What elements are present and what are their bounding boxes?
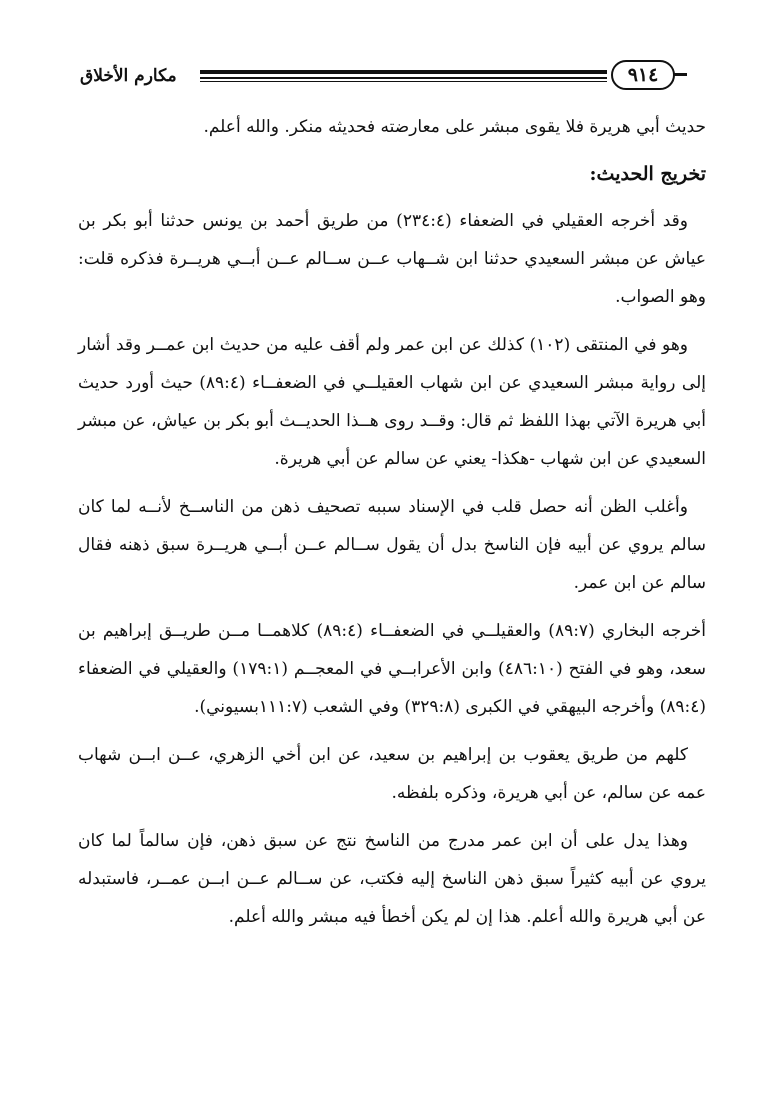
paragraph-3: وأغلب الظن أنه حصل قلب في الإسناد سببه تصحيف ذهن من الناســخ لأنــه لما كان سالم يروي عن أبيه فإن الناسخ بدل أن يقول ســالم عــن أبــي هريــرة سبق ذهنه فقال سالم عن ابن عمر.	[78, 497, 706, 593]
running-title: مكارم الأخلاق	[80, 66, 177, 86]
section-heading: تخريج الحديث:	[589, 163, 706, 185]
header-tick	[673, 73, 687, 76]
header-rule	[200, 70, 607, 84]
page-header	[80, 56, 705, 98]
paragraph-6: وهذا يدل على أن ابن عمر مدرج من الناسخ نتج عن سبق ذهن، فإن سالماً لما كان يروي عن أبيه كثيراً سبق ذهن الناسخ إليه فكتب، عن ســالم عــن ابــن عمــر، فاستبدله عن أبي هريرة والله أعلم. هذا إن لم يكن أخطأ فيه مبشر والله أعلم.	[78, 831, 706, 927]
paragraph-2: وهو في المنتقى (١٠٢) كذلك عن ابن عمر ولم أقف عليه من حديث ابن عمــر وقد أشار إلى رواية مبشر السعيدي عن ابن شهاب العقيلــي في الضعفــاء (٨٩:٤) حيث أورد حديث أبي هريرة الآتي بهذا اللفظ ثم قال: وقــد روى هــذا الحديــث أبو بكر بن عياش، عن مبشر السعيدي عن ابن شهاب -هكذا- يعني عن سالم عن أبي هريرة.	[78, 335, 706, 469]
paragraph-4: أخرجه البخاري (٨٩:٧) والعقيلــي في الضعفــاء (٨٩:٤) كلاهمــا مــن طريــق إبراهيم بن سعد، وهو في الفتح (٤٨٦:١٠) وابن الأعرابــي في المعجــم (١٧٩:١) والعقيلي في الضعفاء (٨٩:٤) وأخرجه البيهقي في الكبرى (٣٢٩:٨) وفي الشعب (١١١:٧بسيوني).	[78, 621, 706, 717]
paragraph-5: كلهم من طريق يعقوب بن إبراهيم بن سعيد، عن ابن أخي الزهري، عــن ابــن شهاب عمه عن سالم، عن أبي هريرة، وذكره بلفظه.	[78, 745, 706, 803]
page-content	[78, 108, 706, 946]
header-rule-middle	[200, 77, 607, 79]
paragraph-continued: حديث أبي هريرة فلا يقوى مبشر على معارضته فحديثه منكر. والله أعلم.	[203, 117, 706, 137]
header-rule-thin	[200, 81, 607, 82]
header-rule-thick	[200, 70, 607, 74]
paragraph-1: وقد أخرجه العقيلي في الضعفاء (٢٣٤:٤) من طريق أحمد بن يونس حدثنا أبو بكر بن عياش عن مبشر السعيدي حدثنا ابن شــهاب عــن ســالم عــن أبــي هريــرة فذكره قلت: وهو الصواب.	[78, 211, 706, 307]
page-number: ٩١٤	[611, 60, 675, 90]
